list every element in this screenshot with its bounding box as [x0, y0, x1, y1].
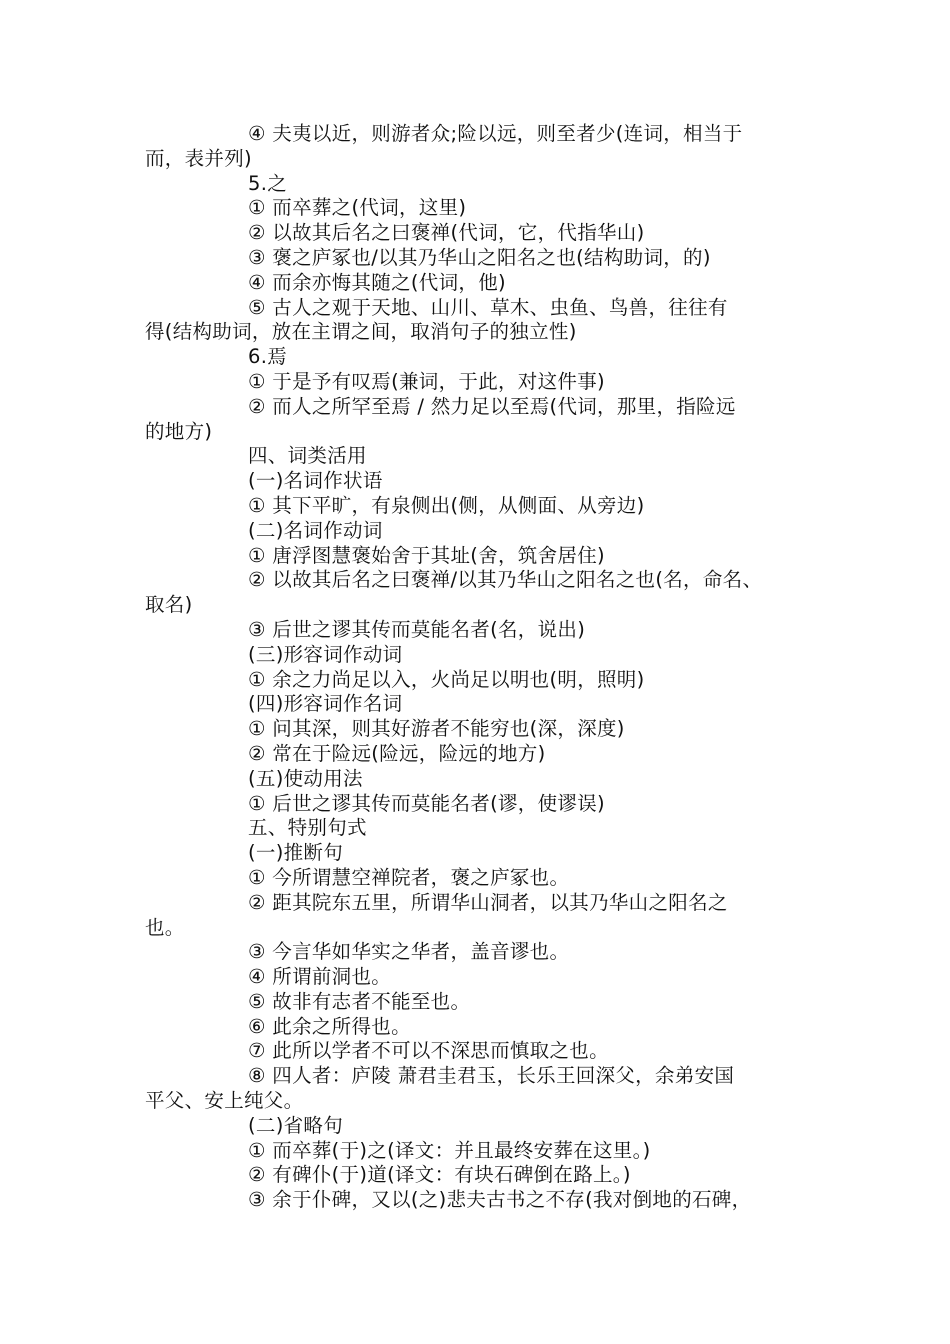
text-line: 5.之: [248, 171, 288, 195]
text-line: ③ 今言华如华实之华者，盖音谬也。: [248, 940, 570, 964]
text-line: ① 余之力尚足以入，火尚足以明也(明，照明): [248, 667, 645, 691]
document-body: [145, 122, 825, 1213]
text-line: ① 而卒葬(于)之(译文：并且最终安葬在这里。): [248, 1138, 651, 1162]
text-line: 得(结构助词，放在主谓之间，取消句子的独立性): [145, 320, 577, 344]
text-line: 取名): [145, 593, 193, 617]
text-line: 6.焉: [248, 345, 288, 369]
text-line: 的地方): [145, 419, 213, 443]
text-line: ② 以故其后名之曰褒禅(代词，它，代指华山): [248, 221, 645, 245]
text-line: ⑤ 故非有志者不能至也。: [248, 989, 471, 1013]
text-line: ① 于是予有叹焉(兼词，于此，对这件事): [248, 369, 605, 393]
text-line: 五、特别句式: [248, 816, 367, 840]
text-line: ① 今所谓慧空禅院者，褒之庐冢也。: [248, 865, 570, 889]
text-line: (三)形容词作动词: [248, 642, 403, 666]
text-line: ④ 而余亦悔其随之(代词，他): [248, 270, 506, 294]
text-line: ① 其下平旷，有泉侧出(侧，从侧面、从旁边): [248, 493, 645, 517]
text-line: 也。: [145, 915, 185, 939]
text-line: ⑦ 此所以学者不可以不深思而慎取之也。: [248, 1039, 609, 1063]
text-line: ③ 后世之谬其传而莫能名者(名，说出): [248, 617, 586, 641]
text-line: ③ 褒之庐冢也/以其乃华山之阳名之也(结构助词，的): [248, 245, 711, 269]
text-line: ① 而卒葬之(代词，这里): [248, 196, 467, 220]
text-line: ② 而人之所罕至焉 / 然力足以至焉(代词，那里，指险远: [248, 394, 736, 418]
text-line: (一)推断句: [248, 841, 344, 865]
text-line: ① 后世之谬其传而莫能名者(谬，使谬误): [248, 791, 605, 815]
text-line: ① 问其深，则其好游者不能穷也(深，深度): [248, 717, 625, 741]
text-line: ② 有碑仆(于)道(译文：有块石碑倒在路上。): [248, 1163, 631, 1187]
text-line: ④ 夫夷以近，则游者众;险以远，则至者少(连词，相当于: [248, 122, 743, 145]
text-line: ② 以故其后名之曰褒禅/以其乃华山之阳名之也(名，命名、: [248, 568, 763, 592]
text-line: ① 唐浮图慧褒始舍于其址(舍，筑舍居住): [248, 543, 605, 567]
text-line: ③ 余于仆碑，又以(之)悲夫古书之不存(我对倒地的石碑，: [248, 1188, 752, 1212]
text-line: ⑧ 四人者：庐陵 萧君圭君玉，长乐王回深父，余弟安国: [248, 1064, 735, 1088]
text-line: ④ 所谓前洞也。: [248, 965, 392, 989]
text-line: (一)名词作状语: [248, 469, 383, 493]
text-line: (四)形容词作名词: [248, 692, 403, 716]
text-line: (二)名词作动词: [248, 518, 383, 542]
text-line: ⑤ 古人之观于天地、山川、草木、虫鱼、鸟兽，往往有: [248, 295, 728, 319]
text-line: 而，表并列): [145, 146, 252, 170]
text-line: 平父、安上纯父。: [145, 1089, 304, 1113]
text-line: 四、词类活用: [248, 444, 367, 468]
text-line: ⑥ 此余之所得也。: [248, 1014, 411, 1038]
text-line: ② 距其院东五里，所谓华山洞者，以其乃华山之阳名之: [248, 890, 728, 914]
text-line: ② 常在于险远(险远，险远的地方): [248, 741, 546, 765]
text-line: (五)使动用法: [248, 766, 363, 790]
text-line: (二)省略句: [248, 1113, 344, 1137]
